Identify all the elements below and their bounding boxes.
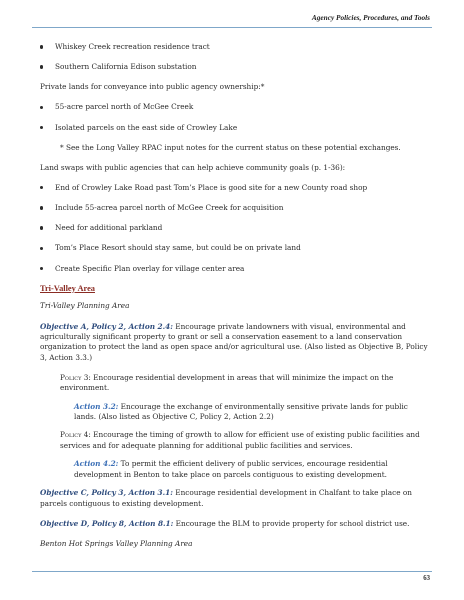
footnote-note: * See the Long Valley RPAC input notes for the current status on these potential exchanges. — [60, 142, 401, 152]
objective-d-paragraph — [40, 519, 430, 529]
action-3-2-label: Action 3.2: — [74, 401, 119, 411]
land-swaps-intro: Land swaps with public agencies that can help achieve community goals (p. 1-36): — [40, 162, 346, 172]
bullet-icon — [40, 206, 43, 209]
action-4-2-paragraph — [74, 459, 430, 480]
action-3-2-paragraph — [74, 402, 430, 423]
bullet-icon — [40, 186, 43, 189]
bullet-icon — [40, 126, 43, 129]
bullet-icon — [40, 226, 43, 229]
bullet-icon — [40, 106, 43, 109]
section-title: Tri-Valley Area — [40, 283, 95, 293]
bullet-list-2 — [40, 102, 430, 133]
policy-3-paragraph — [60, 373, 430, 394]
bullet-icon — [40, 247, 43, 250]
private-lands-intro: Private lands for conveyance into public agency ownership:* — [40, 82, 265, 92]
list-item: Tom’s Place Resort should stay same, but could be on private land — [40, 243, 430, 253]
objective-a-paragraph — [40, 322, 430, 364]
objective-c-text: Encourage residential development in Chalfant to take place on parcels contiguous to existing development. — [40, 488, 412, 508]
planning-area-subtitle: Tri-Valley Planning Area — [40, 301, 130, 311]
objective-c-paragraph — [40, 488, 430, 509]
policy-4-label: Policy — [60, 430, 82, 440]
objective-a-label: Objective A, Policy 2, Action 2.4: — [40, 321, 173, 331]
bullet-icon — [40, 65, 43, 68]
list-item: Create Specific Plan overlay for village center area — [40, 264, 430, 274]
footer-divider — [32, 571, 432, 572]
policy-3-text: 3: Encourage residential development in areas that will minimize the impact on the environment. — [60, 372, 394, 393]
objective-d-text: Encourage the BLM to provide property for school district use. — [173, 518, 410, 528]
benton-planning-area: Benton Hot Springs Valley Planning Area — [40, 538, 193, 548]
action-3-2-text: Encourage the exchange of environmentally sensitive private lands for public lands. (Also listed as Objective C, Policy 2, Action 2.2) — [74, 401, 408, 422]
policy-4-text: 4: Encourage the timing of growth to allow for efficient use of existing public facilities and services and for adequate planning for additional public facilities and services. — [60, 430, 420, 450]
page-content — [40, 42, 430, 559]
list-item: Include 55-acrea parcel north of McGee Creek for acquisition — [40, 203, 430, 213]
objective-c-label: Objective C, Policy 3, Action 3.1: — [40, 488, 173, 498]
list-item: Whiskey Creek recreation residence tract — [40, 42, 430, 52]
action-4-2-text: To permit the efficient delivery of public services, encourage residential development in Benton to take place on parcels contiguous to existing development. — [74, 459, 388, 479]
bullet-list-1 — [40, 42, 430, 73]
list-item: 55-acre parcel north of McGee Creek — [40, 102, 430, 112]
bullet-icon — [40, 267, 43, 270]
action-4-2-label: Action 4.2: — [74, 459, 119, 469]
policy-4-paragraph — [60, 430, 430, 451]
page-number: 63 — [423, 575, 430, 582]
list-item: Isolated parcels on the east side of Crowley Lake — [40, 123, 430, 133]
header-divider — [32, 27, 432, 28]
objective-a-text: Encourage private landowners with visual, environmental and agriculturally significant property to grant or sell a conservation easement to a land conservation organization to protect the land as open space and/or agricultural use. (Also listed as Objective B, Policy 3, Action 3.3.) — [40, 321, 428, 362]
bullet-list-3 — [40, 183, 430, 274]
objective-d-label: Objective D, Policy 8, Action 8.1: — [40, 518, 174, 528]
bullet-icon — [40, 45, 43, 48]
list-item: Need for additional parkland — [40, 223, 430, 233]
page-header-title: Agency Policies, Procedures, and Tools — [311, 13, 430, 22]
list-item: End of Crowley Lake Road past Tom’s Place is good site for a new County road shop — [40, 183, 430, 193]
list-item: Southern California Edison substation — [40, 62, 430, 72]
policy-3-label: Policy — [60, 372, 82, 382]
